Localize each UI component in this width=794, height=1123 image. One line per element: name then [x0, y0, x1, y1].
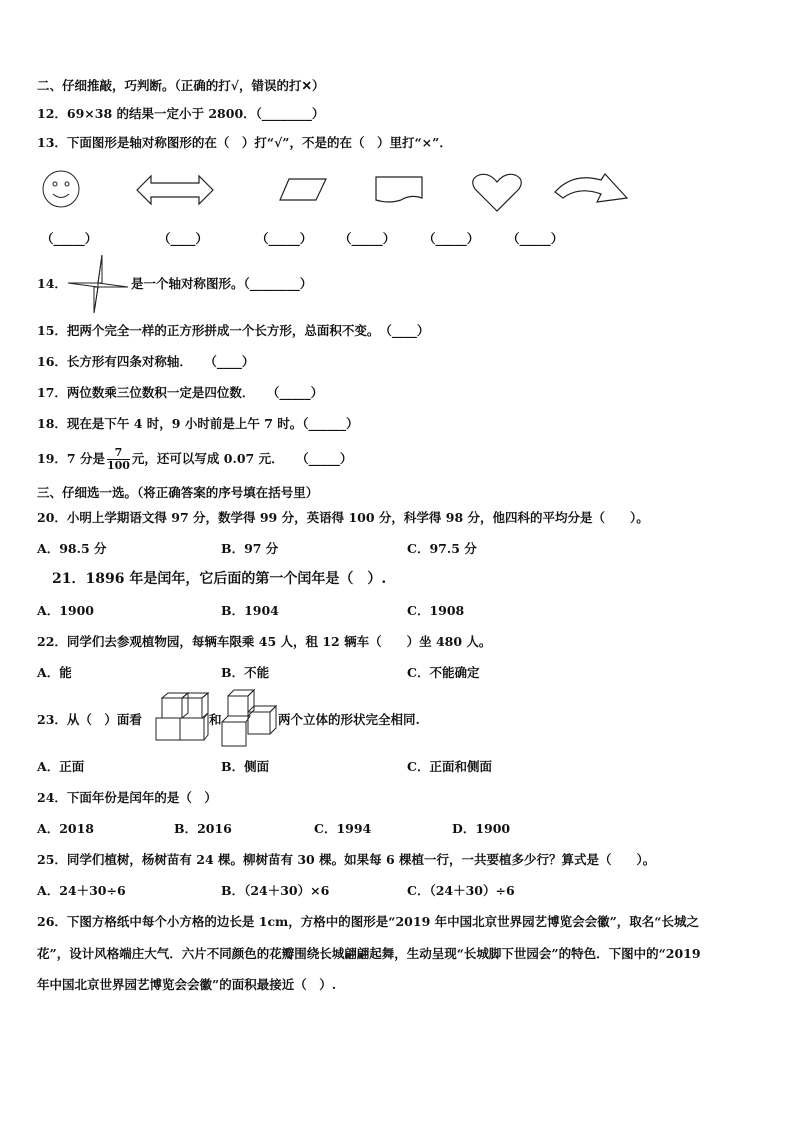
q21-option-b[interactable]: B．1904 [221, 603, 279, 618]
question-26-line-1: 26．下图方格纸中每个小方格的边长是 1cm，方格中的图形是“2019 年中国北京世界园艺博览会会徽”，取名“长城之 [37, 914, 699, 929]
question-21: 21．1896 年是闰年，它后面的第一个闰年是（ ）. [52, 571, 387, 587]
parallelogram-icon [279, 178, 329, 202]
question-23-c: 两个立体的形状完全相同. [278, 712, 420, 727]
q24-option-c[interactable]: C．1994 [314, 821, 372, 836]
q22-option-a[interactable]: A．能 [37, 665, 72, 680]
q20-option-a[interactable]: A．98.5 分 [37, 541, 107, 556]
question-14-number: 14． [37, 276, 67, 291]
q21-option-a[interactable]: A．1900 [37, 603, 94, 618]
q23-option-a[interactable]: A．正面 [37, 759, 85, 774]
question-23-b: 和 [209, 712, 222, 727]
question-20: 20．小明上学期语文得 97 分，数学得 99 分，英语得 100 分，科学得 98 分，他四科的平均分是（ ）。 [37, 510, 649, 525]
pinwheel-figure [66, 253, 130, 315]
fraction-denominator: 100 [106, 459, 130, 472]
question-19 [37, 444, 352, 474]
q13-blank-4[interactable]: （_____） [339, 231, 396, 246]
cube-stack-figure-2 [220, 688, 280, 750]
question-18: 18．现在是下午 4 时，9 小时前是上午 7 时。（______） [37, 416, 359, 431]
fraction [107, 447, 130, 472]
question-12: 12．69×38 的结果一定小于 2800．（________） [37, 106, 325, 121]
q23-option-c[interactable]: C．正面和侧面 [407, 759, 492, 774]
q25-option-a[interactable]: A．24＋30÷6 [37, 883, 126, 898]
q13-blank-3[interactable]: （_____） [256, 231, 313, 246]
q23-option-b[interactable]: B．侧面 [221, 759, 270, 774]
double-arrow-icon [136, 174, 216, 206]
cube-stack-figure-1 [154, 692, 210, 744]
question-13: 13．下面图形是轴对称图形的在（ ）打“√”，不是的在（ ）里打“×”． [37, 135, 452, 150]
q20-option-b[interactable]: B．97 分 [221, 541, 279, 556]
q24-option-b[interactable]: B．2016 [174, 821, 232, 836]
question-16: 16．长方形有四条对称轴． （____） [37, 354, 255, 369]
q22-option-c[interactable]: C．不能确定 [407, 665, 480, 680]
q25-option-b[interactable]: B．（24＋30）×6 [221, 883, 330, 898]
flag-shape-icon [375, 176, 425, 204]
q21-option-c[interactable]: C．1908 [407, 603, 465, 618]
question-22: 22．同学们去参观植物园，每辆车限乘 45 人，租 12 辆车（ ）坐 480 人。 [37, 634, 492, 649]
fraction-numerator: 7 [107, 447, 130, 460]
question-24: 24．下面年份是闰年的是（ ） [37, 790, 217, 805]
question-26-line-3: 年中国北京世界园艺博览会会徽”的面积最接近（ ）. [37, 977, 337, 992]
q13-blank-2[interactable]: （____） [158, 231, 209, 246]
q13-blank-1[interactable]: （_____） [41, 231, 98, 246]
question-23-a: 23．从（ ）面看 [37, 712, 142, 727]
q19-text-b: 元，还可以写成 0.07 元． （_____） [131, 451, 353, 466]
q19-text-a: 19．7 分是 [37, 451, 105, 466]
q24-option-d[interactable]: D．1900 [452, 821, 511, 836]
q20-option-c[interactable]: C．97.5 分 [407, 541, 477, 556]
question-17: 17．两位数乘三位数积一定是四位数． （_____） [37, 385, 324, 400]
q24-option-a[interactable]: A．2018 [37, 821, 94, 836]
section3-heading: 三、仔细选一选。（将正确答案的序号填在括号里） [37, 485, 319, 500]
question-15: 15．把两个完全一样的正方形拼成一个长方形，总面积不变。 （____） [37, 323, 430, 338]
question-25: 25．同学们植树，杨树苗有 24 棵。柳树苗有 30 棵。如果每 6 棵植一行，一共要植多少行？算式是（ ）。 [37, 852, 656, 867]
section2-heading: 二、仔细推敲，巧判断。（正确的打√，错误的打✕） [37, 78, 325, 93]
q22-option-b[interactable]: B．不能 [221, 665, 270, 680]
q13-blank-5[interactable]: （_____） [423, 231, 480, 246]
smiley-face-icon [42, 170, 82, 210]
q13-blank-6[interactable]: （_____） [507, 231, 564, 246]
heart-icon [471, 173, 523, 213]
curved-arrow-icon [553, 172, 633, 208]
question-26-line-2: 花”，设计风格端庄大气．六片不同颜色的花瓣围绕长城翩翩起舞，生动呈现“长城脚下世园会”的特色．下图中的“2019 [37, 946, 701, 961]
question-14-text: 是一个轴对称图形。（________） [131, 276, 313, 291]
q25-option-c[interactable]: C．（24＋30）÷6 [407, 883, 515, 898]
